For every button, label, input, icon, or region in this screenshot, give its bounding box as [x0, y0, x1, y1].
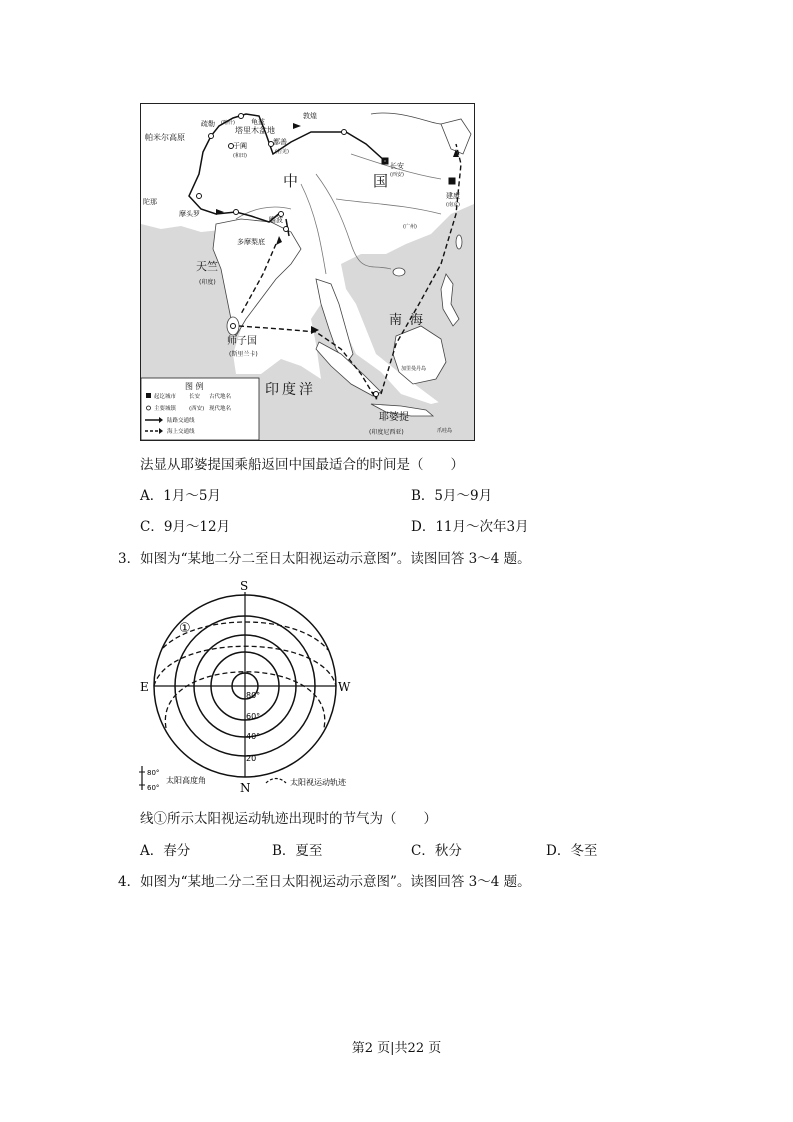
line-1-label: ① — [179, 621, 191, 636]
label-tianzhu: 天竺 — [196, 260, 218, 273]
alt-label-20: 20 — [246, 754, 257, 763]
label-yutian-modern: (和田) — [233, 153, 247, 159]
label-west: W — [338, 680, 351, 694]
label-shiziguo: 师子国 — [227, 336, 257, 347]
legend-main-town: 主要城镇 — [154, 406, 177, 412]
label-motouluo: 摩头罗 — [179, 210, 200, 218]
label-east: E — [140, 680, 149, 694]
label-tianzhu-modern: (印度) — [199, 279, 216, 286]
label-changan-modern: (西安) — [390, 172, 404, 178]
label-jiankang-modern: (南京) — [446, 202, 460, 208]
label-shiziguo-modern: (斯里兰卡) — [229, 351, 258, 358]
legend-sun-path: 太阳视运动轨迹 — [290, 778, 346, 787]
q2-stem: 法显从耶婆提国乘船返回中国最适合的时间是（ ） — [140, 457, 464, 473]
q3-option-b[interactable]: B．夏至 — [272, 843, 323, 859]
page-footer: 第2 页|共22 页 — [351, 1041, 442, 1056]
label-jiankang: 建康 — [446, 192, 460, 200]
legend-ancient-example: 长安 — [189, 394, 201, 400]
legend-modern-example: (西安) — [189, 406, 205, 412]
q3-option-a[interactable]: A．春分 — [140, 843, 191, 859]
label-shanshan-modern: (若羌) — [275, 149, 289, 155]
legend-ancient-name: 古代地名 — [209, 394, 232, 400]
label-shule: 疏勒 — [201, 120, 215, 128]
label-kalimantan: 加里曼丹岛 — [401, 366, 427, 372]
alt-label-80: 80° — [246, 691, 261, 700]
legend-sea-route: 海上交通线 — [167, 429, 195, 435]
q3-option-c[interactable]: C．秋分 — [411, 843, 462, 859]
label-tuonuo: 陀那 — [143, 198, 157, 206]
q2-option-b[interactable]: B．5月～9月 — [411, 488, 493, 504]
q2-option-d[interactable]: D．11月～次年3月 — [411, 519, 529, 535]
label-shule-modern: (喀什) — [221, 120, 235, 126]
label-zhanbo: 瞻波 — [269, 216, 283, 224]
label-shanshan: 鄯善 — [273, 138, 287, 146]
q4-stem: 4．如图为“某地二分二至日太阳视运动示意图”。读图回答 3～4 题。 — [118, 874, 531, 890]
legend-start-end-city: 起讫城市 — [154, 394, 177, 400]
label-duomolidi: 多摩梨底 — [237, 238, 265, 246]
label-tarim: 塔里木盆地 — [235, 126, 275, 135]
label-changan: 长安 — [390, 162, 404, 170]
label-yepoti-modern: (印度尼西亚) — [369, 429, 404, 436]
label-north: N — [240, 781, 251, 795]
q3-question: 线①所示太阳视运动轨迹出现时的节气为（ ） — [140, 811, 437, 827]
legend-land-route: 陆路交通线 — [167, 418, 195, 424]
label-dunhuang: 敦煌 — [303, 112, 317, 120]
map-legend — [141, 378, 259, 440]
label-java: 爪哇岛 — [437, 428, 453, 434]
label-yutian: 于阗 — [233, 142, 247, 150]
silk-route-map — [140, 103, 475, 441]
legend-modern-name: 现代地名 — [209, 406, 232, 412]
q2-option-c[interactable]: C．9月～12月 — [140, 519, 231, 535]
label-pamir: 帕米尔高原 — [145, 133, 185, 142]
sun-path-diagram — [138, 578, 398, 800]
legend-tick-80: 80° — [147, 769, 160, 777]
label-yepoti: 耶婆提 — [379, 412, 409, 423]
legend-tick-60: 60° — [147, 784, 160, 792]
legend-title: 图 例 — [185, 382, 204, 391]
q2-option-a[interactable]: A．1月～5月 — [140, 488, 221, 504]
label-zhong: 中 — [283, 172, 299, 190]
alt-label-60: 60° — [246, 712, 261, 721]
legend-altitude: 太阳高度角 — [166, 776, 206, 785]
alt-label-40: 40° — [246, 732, 261, 741]
q3-option-d[interactable]: D．冬至 — [546, 843, 598, 859]
label-guangzhou: (广州) — [403, 224, 417, 230]
label-guo: 国 — [373, 172, 389, 190]
label-nanhai: 南海 — [389, 313, 432, 328]
label-south: S — [240, 579, 249, 593]
map-graphic — [141, 104, 474, 440]
label-indian-ocean: 印度洋 — [265, 382, 316, 398]
q3-stem: 3．如图为“某地二分二至日太阳视运动示意图”。读图回答 3～4 题。 — [118, 551, 531, 567]
label-qiuci: 龟兹 — [251, 118, 265, 126]
